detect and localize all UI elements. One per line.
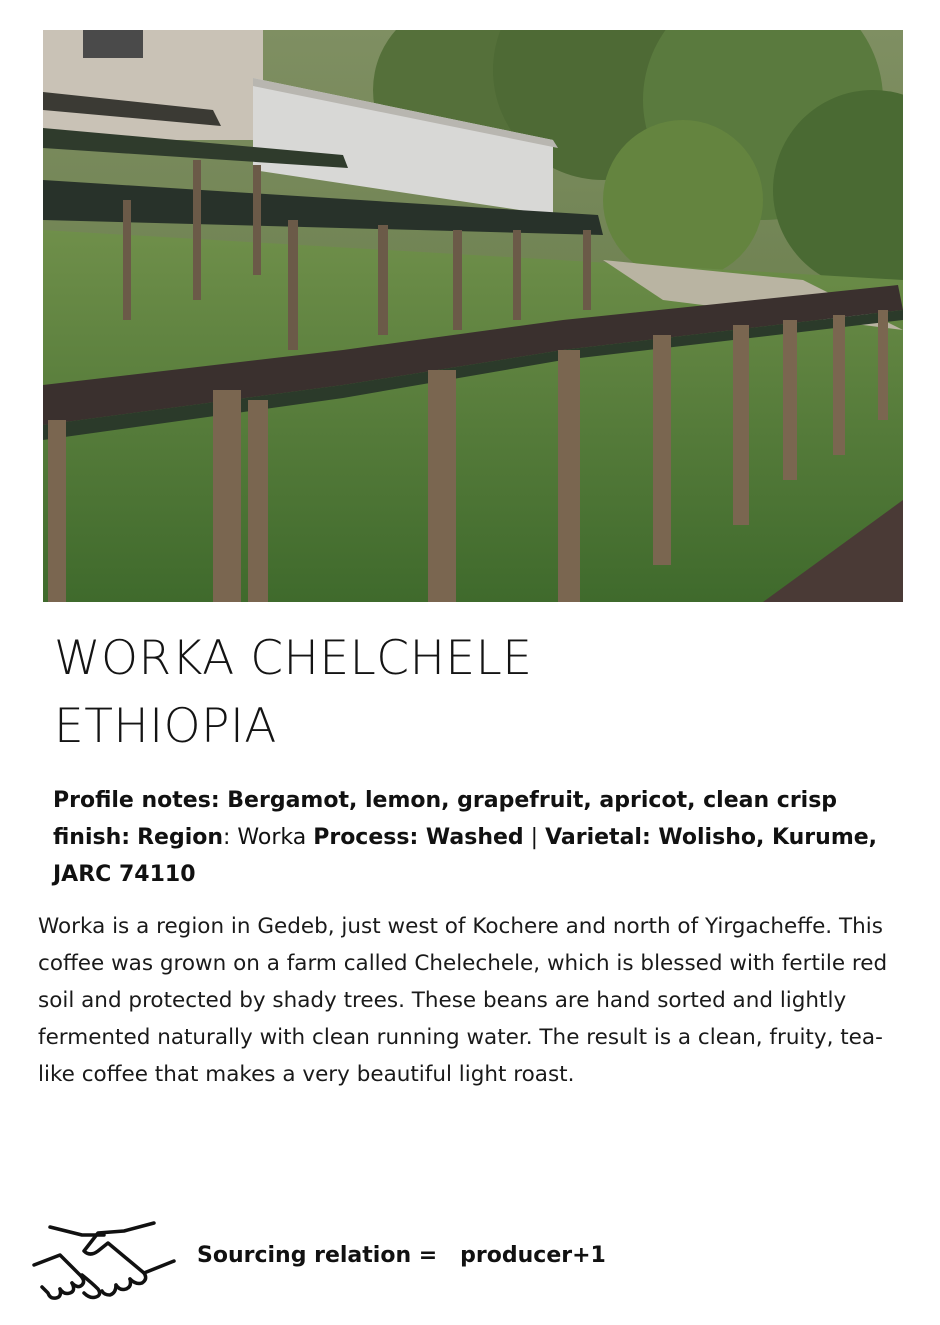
- coffee-title: [54, 625, 894, 761]
- handshake-icon: [32, 1213, 177, 1303]
- profile-details: [53, 782, 903, 893]
- coffee-description: Worka is a region in Gedeb, just west of Kochere and north of Yirgacheffe. This coffee was grown on a farm called Chelechele, which is blessed with fertile red soil and protected by shady trees. These beans are hand sorted and lightly fermented naturally with clean running water. The result is a clean, fruity, tea-like coffee that makes a very beautiful light roast.: [38, 914, 888, 1087]
- hero-photo: [43, 30, 903, 602]
- profile-notes: Profile notes: Bergamot, lemon, grapefruit, apricot, clean crisp finish:: [53, 788, 838, 850]
- process-label: Process: Washed: [313, 825, 524, 850]
- region-value: : Worka: [223, 825, 314, 850]
- drying-beds-photo: [43, 30, 903, 602]
- sourcing-relation: [32, 1213, 732, 1303]
- title-country: ETHIOPIA: [54, 699, 277, 754]
- varietal-label: Varietal: Wolisho, Kurume, JARC 74110: [53, 825, 878, 887]
- sourcing-label: Sourcing relation = producer+1: [197, 1243, 606, 1268]
- region-label: Region: [137, 825, 224, 850]
- title-name: WORKA CHELCHELE: [54, 631, 533, 686]
- separator: |: [523, 825, 546, 850]
